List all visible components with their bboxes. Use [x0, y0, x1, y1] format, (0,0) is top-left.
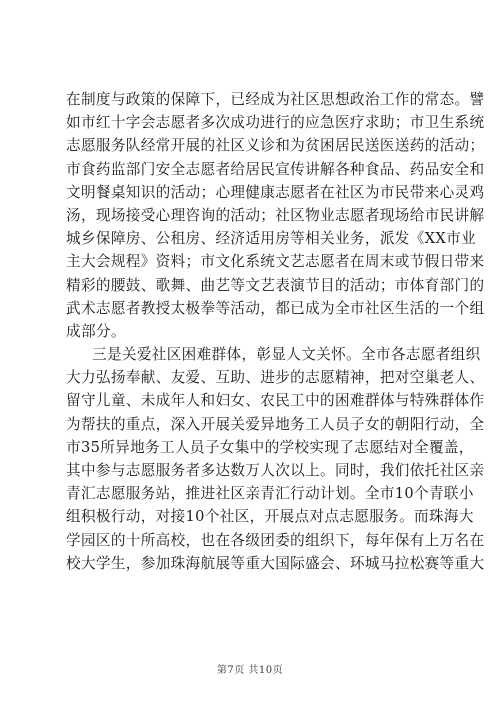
text-line: 其中参与志愿服务者多达数万人次以上。同时，我们依托社区亲 [66, 462, 485, 479]
text-line: 市食药监部门安全志愿者给居民宣传讲解各种食品、药品安全和 [66, 160, 485, 178]
text-line: 主大会规程》资料；市文化系统文艺志愿者在周末或节假日带来 [66, 253, 485, 271]
text-line: 市35所异地务工人员子女集中的学校实现了志愿结对全覆盖， [66, 438, 474, 456]
text-line: 留守儿童、未成年人和妇女、农民工中的困难群体与特殊群体作 [66, 392, 485, 410]
text-line: 城乡保障房、公租房、经济适用房等相关业务，派发《XX市业 [66, 230, 477, 248]
text-line: 在制度与政策的保障下，已经成为社区思想政治工作的常态。譬 [66, 91, 485, 108]
text-line: 大力弘扬奉献、友爱、互助、进步的志愿精神，把对空巢老人、 [66, 369, 485, 387]
text-line: 志愿服务队经常开展的社区义诊和为贫困居民送医送药的活动； [66, 137, 485, 155]
text-line: 武术志愿者教授太极拳等活动，都已成为全市社区生活的一个组 [66, 299, 485, 317]
text-line: 成部分。 [66, 322, 126, 340]
body-text [66, 88, 485, 575]
text-line: 青汇志愿服务站，推进社区亲青汇行动计划。全市10个青联小 [66, 485, 474, 503]
text-line: 如市红十字会志愿者多次成功进行的应急医疗求助；市卫生系统 [66, 114, 485, 132]
text-line: 组积极行动，对接10个社区，开展点对点志愿服务。而珠海大 [66, 508, 474, 526]
text-line: 学园区的十所高校，也在各级团委的组织下，每年保有上万名在 [66, 531, 485, 549]
text-line: 校大学生，参加珠海航展等重大国际盛会、环城马拉松赛等重大 [66, 554, 485, 572]
text-line: 为帮扶的重点，深入开展关爱异地务工人员子女的朝阳行动，全 [66, 415, 485, 433]
paragraph-start-line: 三是关爱社区困难群体，彰显人文关怀。全市各志愿者组织 [92, 346, 481, 364]
text-line: 文明餐桌知识的活动；心理健康志愿者在社区为市民带来心灵鸡 [66, 183, 485, 201]
page-number-footer: 第7页 共10页 [216, 665, 284, 676]
text-line: 汤，现场接受心理咨询的活动；社区物业志愿者现场给市民讲解 [66, 206, 485, 224]
text-line: 精彩的腰鼓、歌舞、曲艺等文艺表演节目的活动；市体育部门的 [66, 276, 485, 294]
